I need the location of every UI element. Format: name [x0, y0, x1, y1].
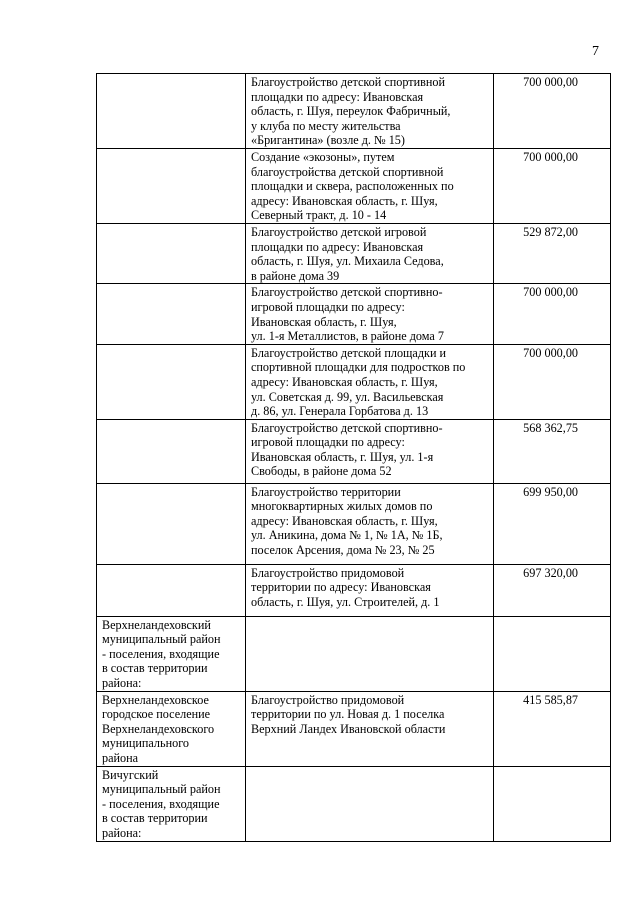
- district-cell: Верхнеландеховский муниципальный район - поселения, входящие в состав территории района:: [97, 616, 246, 691]
- projects-table: [96, 73, 611, 842]
- district-cell: Верхнеландеховское городское поселение Верхнеландеховского муниципального района: [97, 691, 246, 766]
- amount-cell: [494, 766, 611, 841]
- page-number: 7: [592, 44, 599, 59]
- amount-cell: 699 950,00: [494, 483, 611, 564]
- district-cell: [97, 483, 246, 564]
- table-row: [97, 149, 611, 224]
- description-cell: Благоустройство территории многоквартирных жилых домов по адресу: Ивановская область, г. Шуя, ул. Аникина, дома № 1, № 1А, № 1Б, поселок Арсения, дома № 23, № 25: [246, 483, 494, 564]
- table-row: [97, 616, 611, 691]
- amount-cell: [494, 616, 611, 691]
- table-row: [97, 74, 611, 149]
- district-cell: Вичугский муниципальный район - поселения, входящие в состав территории района:: [97, 766, 246, 841]
- amount-cell: 700 000,00: [494, 284, 611, 344]
- description-cell: Создание «экозоны», путем благоустройства детской спортивной площадки и сквера, расположенных по адресу: Ивановская область, г. Шуя, Северный тракт, д. 10 - 14: [246, 149, 494, 224]
- description-cell: Благоустройство придомовой территории по адресу: Ивановская область, г. Шуя, ул. Строителей, д. 1: [246, 564, 494, 616]
- description-cell: Благоустройство детской спортивно- игровой площадки по адресу: Ивановская область, г. Шуя, ул. 1-я Металлистов, в районе дома 7: [246, 284, 494, 344]
- description-cell: Благоустройство детской игровой площадки по адресу: Ивановская область, г. Шуя, ул. Михаила Седова, в районе дома 39: [246, 223, 494, 283]
- table-row: [97, 419, 611, 483]
- district-cell: [97, 223, 246, 283]
- amount-cell: 697 320,00: [494, 564, 611, 616]
- description-cell: Благоустройство придомовой территории по ул. Новая д. 1 поселка Верхний Ландех Ивановской области: [246, 691, 494, 766]
- table-row: [97, 766, 611, 841]
- table-row: [97, 691, 611, 766]
- amount-cell: 529 872,00: [494, 223, 611, 283]
- district-cell: [97, 344, 246, 419]
- amount-cell: 700 000,00: [494, 344, 611, 419]
- description-cell: [246, 766, 494, 841]
- description-cell: Благоустройство детской площадки и спортивной площадки для подростков по адресу: Ивановская область, г. Шуя, ул. Советская д. 99, ул. Васильевская д. 86, ул. Генерала Горбатова д. 13: [246, 344, 494, 419]
- district-cell: [97, 419, 246, 483]
- description-cell: [246, 616, 494, 691]
- table-row: [97, 344, 611, 419]
- district-cell: [97, 149, 246, 224]
- amount-cell: 700 000,00: [494, 149, 611, 224]
- table-row: [97, 223, 611, 283]
- description-cell: Благоустройство детской спортивно- игровой площадки по адресу: Ивановская область, г. Шуя, ул. 1-я Свободы, в районе дома 52: [246, 419, 494, 483]
- amount-cell: 568 362,75: [494, 419, 611, 483]
- table-row: [97, 564, 611, 616]
- table-row: [97, 284, 611, 344]
- table-row: [97, 483, 611, 564]
- amount-cell: 415 585,87: [494, 691, 611, 766]
- district-cell: [97, 564, 246, 616]
- district-cell: [97, 74, 246, 149]
- district-cell: [97, 284, 246, 344]
- description-cell: Благоустройство детской спортивной площадки по адресу: Ивановская область, г. Шуя, переулок Фабричный, у клуба по месту жительства «Бригантина» (возле д. № 15): [246, 74, 494, 149]
- amount-cell: 700 000,00: [494, 74, 611, 149]
